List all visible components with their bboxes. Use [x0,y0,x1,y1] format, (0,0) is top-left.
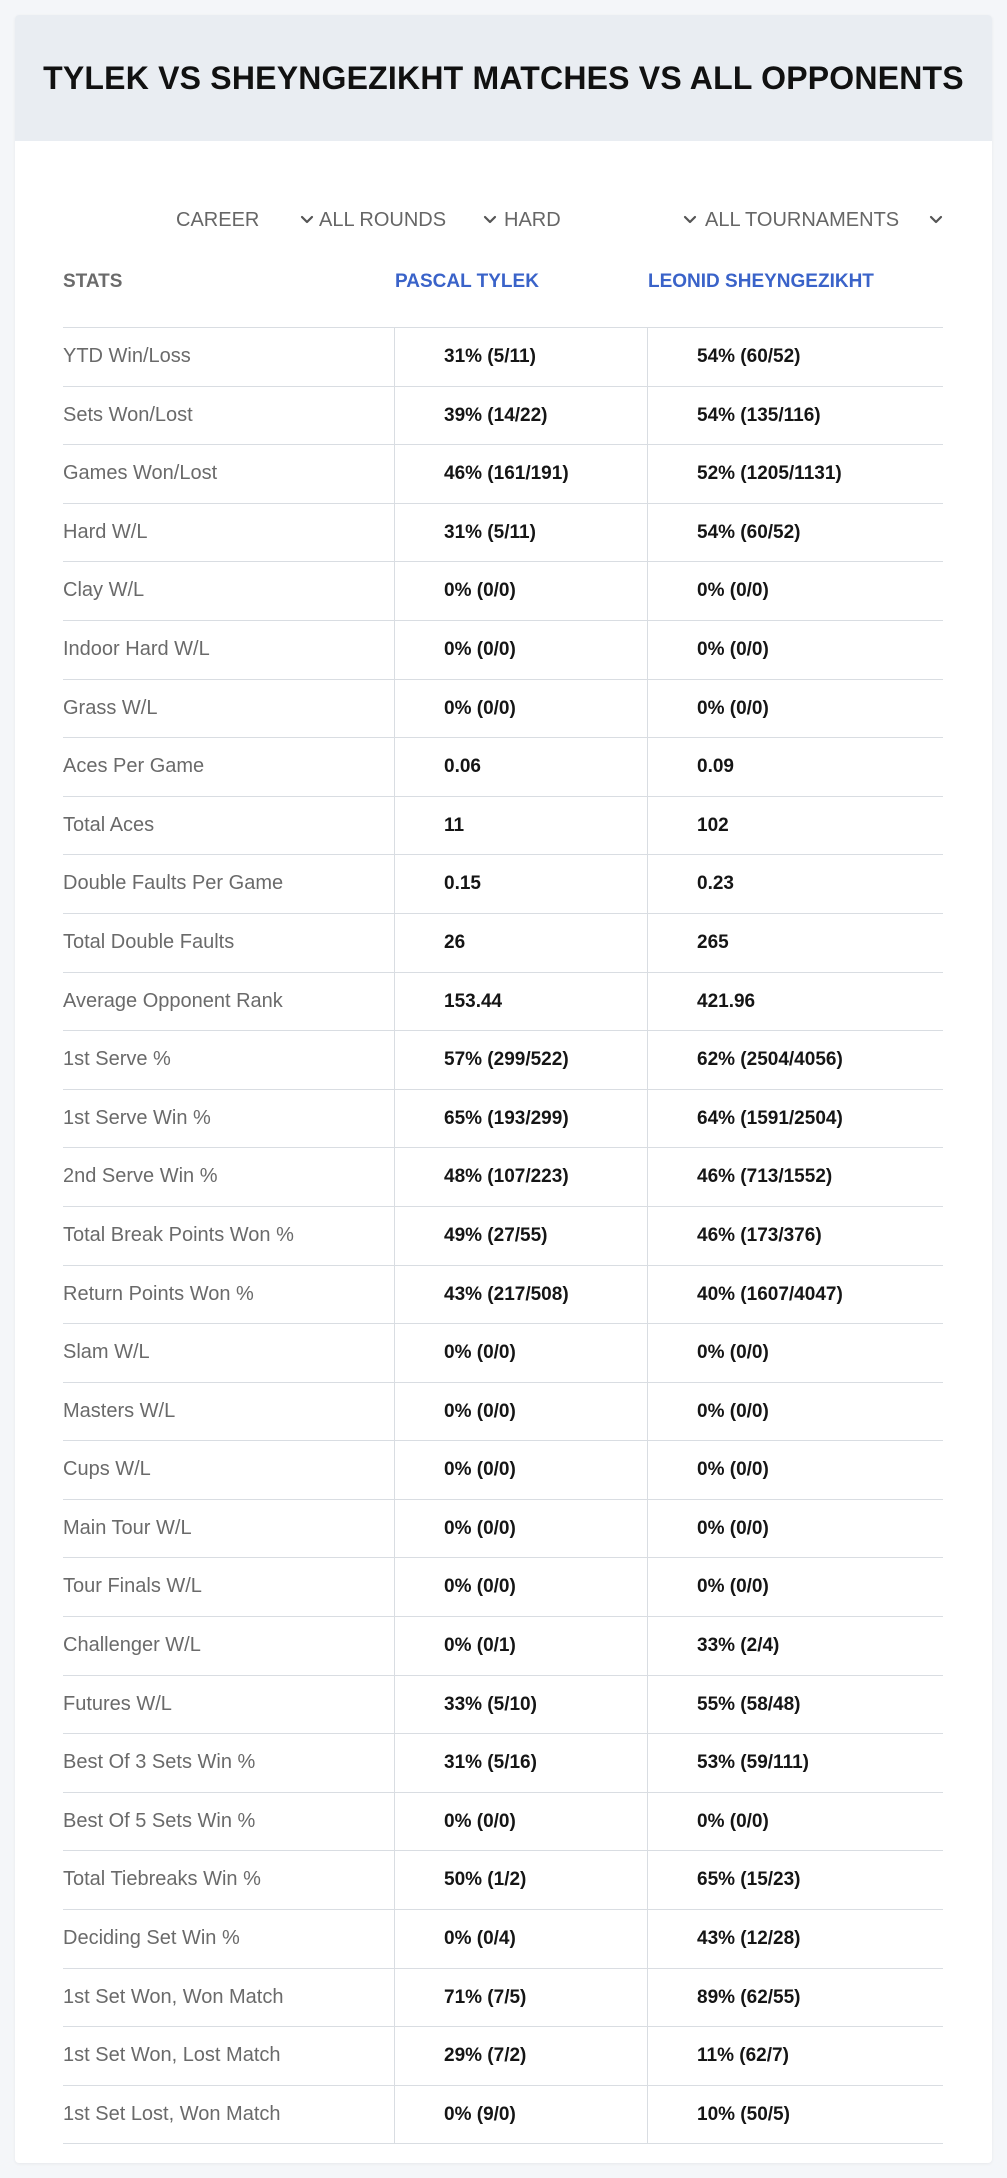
player2-value: 52% (1205/1131) [697,463,842,485]
stat-label: Deciding Set Win % [63,1927,240,1950]
stat-label: Total Break Points Won % [63,1223,294,1246]
table-body [63,328,943,2144]
table-row [63,2027,943,2086]
table-row [63,855,943,914]
stat-label: Challenger W/L [63,1634,201,1657]
column-divider [647,327,648,2143]
table-row [63,914,943,973]
filter-surface-select[interactable] [504,185,699,255]
stat-label: Futures W/L [63,1692,172,1715]
filter-period-select[interactable] [176,185,316,255]
table-row [63,1910,943,1969]
player2-value: 0.09 [697,756,734,778]
stat-label: Indoor Hard W/L [63,637,210,660]
player2-value: 65% (15/23) [697,1869,801,1891]
table-row [63,1734,943,1793]
stat-label: Clay W/L [63,579,145,602]
player1-value: 31% (5/11) [444,346,536,367]
table-row [63,797,943,856]
filter-tournament-select[interactable] [705,185,945,255]
stat-label: 1st Serve % [63,1048,171,1071]
stat-label: Grass W/L [63,696,158,719]
table-row [63,680,943,739]
table-row [63,445,943,504]
stat-label: Masters W/L [63,1399,176,1422]
table-row [63,1676,943,1735]
player1-value: 0% (0/0) [444,1400,516,1422]
player1-value: 153.44 [444,990,503,1012]
filter-round-value: ALL ROUNDS [319,208,447,231]
player1-value: 0% (0/0) [444,1517,516,1539]
table-row [63,504,943,563]
page-header [15,15,992,141]
table-row [63,1558,943,1617]
stats-card [15,15,992,2163]
table-row [63,1500,943,1559]
player2-value: 46% (173/376) [697,1224,822,1246]
player1-value: 26 [444,931,466,953]
stat-label: YTD Win/Loss [63,345,191,367]
filter-round-select[interactable] [319,185,499,255]
player2-value: 54% (60/52) [697,346,801,367]
player1-value: 49% (27/55) [444,1224,548,1246]
table-row [63,738,943,797]
table-row [63,1383,943,1442]
player2-value: 33% (2/4) [697,1635,780,1657]
player1-value: 50% (1/2) [444,1869,527,1891]
player2-value: 0% (0/0) [697,1810,769,1832]
column-divider [394,327,395,2143]
player1-value: 0% (0/0) [444,638,516,660]
player1-value: 11 [444,814,465,836]
player2-value: 0% (0/0) [697,1400,769,1422]
stat-label: 1st Set Won, Won Match [63,1985,284,2008]
stat-label: Hard W/L [63,520,148,543]
player2-value: 0% (0/0) [697,1342,769,1364]
player2-value: 10% (50/5) [697,2103,790,2125]
player2-value: 265 [697,931,729,953]
player1-value: 43% (217/508) [444,1283,569,1305]
stat-label: Total Aces [63,813,155,836]
player1-value: 0% (0/0) [444,580,516,602]
table-row [63,2086,943,2145]
player2-value: 62% (2504/4056) [697,1049,843,1071]
table-row [63,387,943,446]
column-header-player1[interactable]: PASCAL TYLEK [395,271,539,292]
column-header-player2[interactable]: LEONID SHEYNGEZIKHT [648,271,874,292]
player1-value: 29% (7/2) [444,2045,527,2067]
player1-value: 0% (0/0) [444,1342,516,1364]
chevron-down-icon [681,211,699,229]
stat-label: Total Tiebreaks Win % [63,1868,261,1891]
table-row [63,562,943,621]
stat-label: Best Of 3 Sets Win % [63,1751,256,1774]
stat-label: Double Faults Per Game [63,872,284,895]
player1-value: 0% (0/0) [444,697,516,719]
player1-value: 33% (5/10) [444,1693,537,1715]
player1-value: 57% (299/522) [444,1049,569,1071]
player1-value: 48% (107/223) [444,1166,569,1188]
table-row [63,328,943,387]
player1-value: 0% (0/0) [444,1459,516,1481]
filter-period-value: CAREER [176,208,260,231]
player1-value: 65% (193/299) [444,1107,569,1129]
stats-table [63,255,943,2144]
table-row [63,1324,943,1383]
player2-value: 102 [697,814,729,836]
table-row [63,1969,943,2028]
stat-label: Aces Per Game [63,755,205,778]
player1-value: 46% (161/191) [444,463,569,485]
player2-value: 0% (0/0) [697,1459,769,1481]
table-row [63,1793,943,1852]
filter-tournament-value: ALL TOURNAMENTS [705,208,900,231]
column-header-stats: STATS [63,271,123,292]
player1-value: 0% (0/4) [444,1928,516,1950]
player2-value: 0% (0/0) [697,697,769,719]
stat-label: Best Of 5 Sets Win % [63,1809,256,1832]
page-title: TYLEK VS SHEYNGEZIKHT MATCHES VS ALL OPPONENTS [43,59,964,96]
filter-bar [15,185,992,255]
table-row [63,621,943,680]
player2-value: 89% (62/55) [697,1986,801,2008]
player2-value: 54% (135/116) [697,404,821,426]
table-row [63,973,943,1032]
stat-label: Total Double Faults [63,930,235,953]
table-row [63,1031,943,1090]
table-row [63,1148,943,1207]
stat-label: Sets Won/Lost [63,403,193,426]
player2-value: 0% (0/0) [697,1576,769,1598]
player1-value: 71% (7/5) [444,1986,527,2008]
stat-label: Slam W/L [63,1341,150,1364]
player2-value: 46% (713/1552) [697,1166,833,1188]
stat-label: Games Won/Lost [63,462,218,485]
player2-value: 40% (1607/4047) [697,1283,843,1305]
table-row [63,1617,943,1676]
stat-label: 1st Set Lost, Won Match [63,2102,281,2125]
player2-value: 55% (58/48) [697,1693,801,1715]
player1-value: 0% (0/0) [444,1810,516,1832]
chevron-down-icon [481,211,499,229]
player2-value: 0% (0/0) [697,1517,769,1539]
stat-label: Average Opponent Rank [63,989,283,1012]
chevron-down-icon [927,211,945,229]
player2-value: 64% (1591/2504) [697,1107,843,1129]
player1-value: 39% (14/22) [444,404,548,426]
stat-label: Cups W/L [63,1458,151,1481]
filter-surface-value: HARD [504,208,561,231]
player1-value: 0% (0/1) [444,1635,516,1657]
player2-value: 0% (0/0) [697,638,769,660]
stat-label: 1st Serve Win % [63,1106,211,1129]
player2-value: 0% (0/0) [697,580,769,602]
player1-value: 0.06 [444,756,481,778]
player2-value: 53% (59/111) [697,1752,809,1774]
player2-value: 0.23 [697,873,734,895]
player1-value: 0% (9/0) [444,2103,516,2125]
player2-value: 421.96 [697,990,756,1012]
player2-value: 54% (60/52) [697,521,801,543]
player1-value: 0% (0/0) [444,1576,516,1598]
table-row [63,1441,943,1500]
player1-value: 0.15 [444,873,481,895]
stat-label: Return Points Won % [63,1282,254,1305]
table-row [63,1851,943,1910]
stat-label: 1st Set Won, Lost Match [63,2044,281,2067]
stat-label: Tour Finals W/L [63,1575,202,1598]
table-row [63,1207,943,1266]
player2-value: 11% (62/7) [697,2045,789,2067]
table-header [63,255,943,328]
table-row [63,1090,943,1149]
chevron-down-icon [298,211,316,229]
table-row [63,1266,943,1325]
player2-value: 43% (12/28) [697,1928,801,1950]
stat-label: Main Tour W/L [63,1516,192,1539]
player1-value: 31% (5/16) [444,1752,537,1774]
stat-label: 2nd Serve Win % [63,1165,218,1188]
player1-value: 31% (5/11) [444,521,536,543]
